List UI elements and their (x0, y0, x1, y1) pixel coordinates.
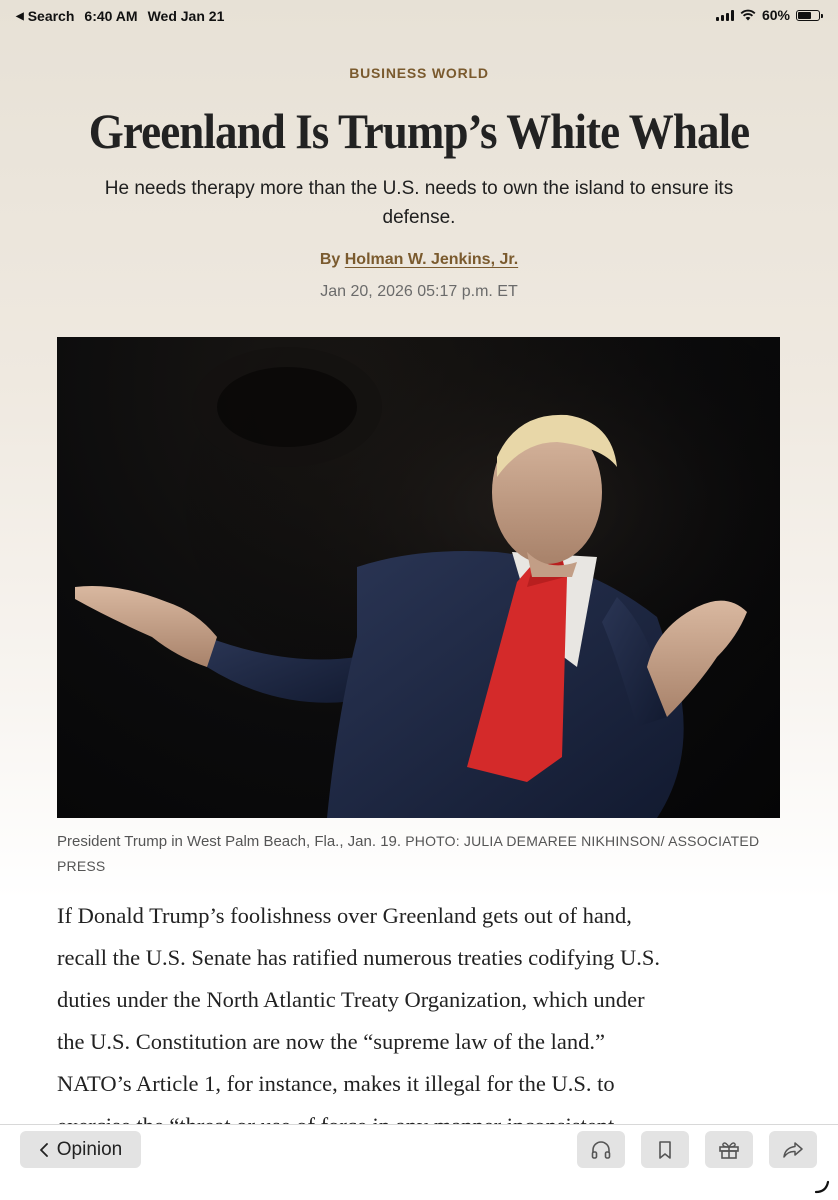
bottom-toolbar (0, 1124, 838, 1200)
battery-fill (798, 12, 811, 19)
article-dek: He needs therapy more than the U.S. needs to own the island to ensure its defense. (104, 178, 734, 228)
back-to-opinion-button[interactable] (20, 1131, 141, 1168)
publish-date: Jan 20, 2026 05:17 p.m. ET (320, 283, 518, 300)
caption-text: President Trump in West Palm Beach, Fla., Jan. 19. (57, 833, 402, 850)
back-to-app-label[interactable]: Search (27, 8, 75, 24)
body-line: If Donald Trump’s foolishness over Greenland gets out of hand, (57, 903, 632, 928)
save-article-button[interactable] (641, 1131, 689, 1168)
battery-icon (796, 10, 820, 21)
listen-button[interactable] (577, 1131, 625, 1168)
author-link[interactable]: Holman W. Jenkins, Jr. (344, 251, 519, 268)
section-label[interactable]: BUSINESS WORLD (349, 65, 489, 81)
body-line: recall the U.S. Senate has ratified numerous treaties codifying U.S. (57, 945, 660, 970)
status-time: 6:40 AM (84, 8, 138, 24)
back-button-label: Opinion (56, 1138, 123, 1160)
headphones-icon (590, 1140, 612, 1160)
share-icon (782, 1141, 804, 1159)
article-photo (57, 337, 780, 818)
photo-caption (57, 829, 780, 879)
status-bar (0, 0, 838, 32)
wifi-icon (740, 9, 756, 21)
article-body (57, 895, 792, 1125)
body-line: duties under the North Atlantic Treaty Organization, which under (57, 987, 645, 1012)
photo-illustration (57, 337, 780, 818)
byline (0, 251, 838, 269)
back-to-app-icon[interactable]: ◀ (16, 10, 24, 22)
photo-credit: PHOTO: JULIA DEMAREE NIKHINSON/ ASSOCIATED PRESS (57, 833, 760, 874)
chevron-left-icon (39, 1142, 49, 1158)
battery-percent: 60% (761, 7, 790, 23)
gift-article-button[interactable] (705, 1131, 753, 1168)
cellular-signal-icon (716, 10, 734, 21)
resize-corner-icon[interactable] (814, 1178, 830, 1194)
gift-icon (718, 1140, 740, 1160)
headline: Greenland Is Trump’s White Whale (88, 103, 750, 159)
bookmark-icon (657, 1140, 673, 1160)
status-date: Wed Jan 21 (147, 8, 225, 24)
share-button[interactable] (769, 1131, 817, 1168)
body-line: the U.S. Constitution are now the “supreme law of the land.” (57, 1029, 605, 1054)
byline-prefix: By (319, 251, 341, 268)
body-line: NATO’s Article 1, for instance, makes it illegal for the U.S. to (57, 1071, 615, 1096)
